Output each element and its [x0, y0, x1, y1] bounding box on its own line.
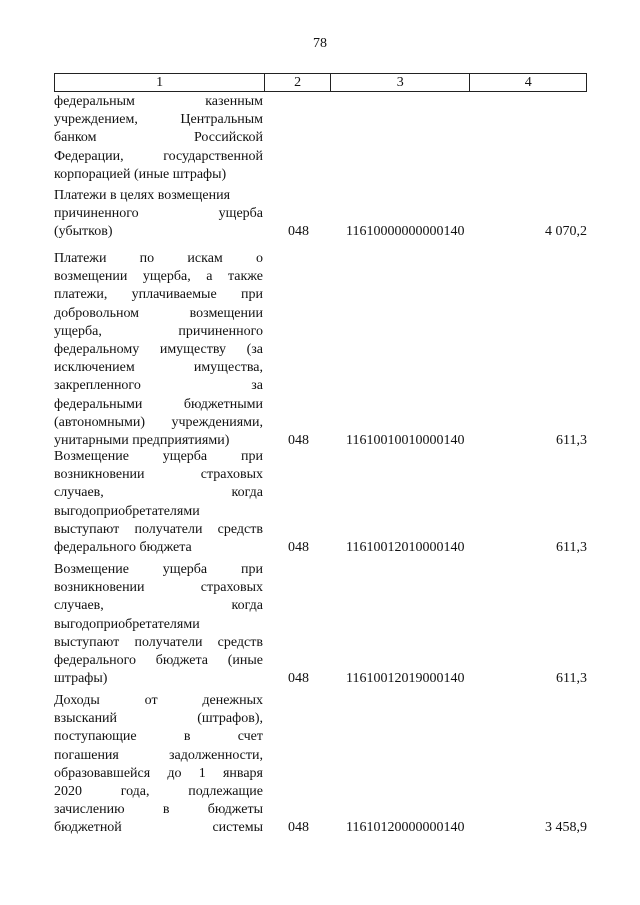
row-description	[54, 250, 263, 450]
desc-line: федеральным казенным	[54, 94, 263, 109]
desc-line: взысканий (штрафов),	[54, 711, 263, 727]
desc-line: федерального бюджета (иные	[54, 653, 263, 669]
row-kbk: 11610012010000140	[346, 540, 465, 556]
table-row	[54, 250, 587, 450]
desc-line: случаев, когда	[54, 485, 263, 501]
desc-line: (автономными) учреждениями,	[54, 414, 263, 430]
desc-line: унитарными предприятиями)	[54, 433, 230, 449]
row-kbk: 11610010010000140	[346, 433, 465, 449]
header-col-1: 1	[55, 74, 265, 91]
header-col-2: 2	[265, 74, 331, 91]
row-kbk: 11610000000000140	[346, 224, 465, 240]
desc-line: бюджетной системы	[54, 820, 263, 836]
desc-line: Доходы от денежных	[54, 693, 263, 708]
desc-line: федерального бюджета	[54, 540, 192, 556]
desc-line: Платежи по искам о	[54, 251, 263, 266]
desc-line: платежи, уплачиваемые при	[54, 287, 263, 303]
desc-line: Федерации, государственной	[54, 148, 263, 164]
desc-line: случаев, когда	[54, 598, 263, 614]
table-row	[54, 561, 587, 688]
row-code: 048	[288, 820, 309, 836]
desc-line: (убытков)	[54, 224, 113, 240]
header-col-4: 4	[524, 75, 532, 90]
desc-line: ущерба, причиненного	[54, 323, 263, 339]
row-sum: 3 458,9	[545, 820, 587, 836]
desc-line: Платежи в целях возмещения	[54, 188, 231, 203]
desc-line: штрафы)	[54, 671, 108, 687]
row-kbk: 11610012019000140	[346, 671, 465, 687]
header-col-3: 3	[331, 74, 470, 91]
desc-line: исключением имущества,	[54, 360, 263, 376]
desc-line: банком Российской	[54, 130, 263, 146]
desc-line: федеральному имуществу (за	[54, 342, 263, 358]
desc-line: погашения задолженности,	[54, 747, 263, 763]
desc-line: причиненного ущерба	[54, 206, 263, 222]
table-row	[54, 692, 587, 838]
desc-line: 2020 года, подлежащие	[54, 784, 263, 800]
row-code: 048	[288, 540, 309, 556]
row-description	[54, 692, 263, 838]
desc-line: выступают получатели средств	[54, 634, 263, 650]
row-description	[54, 448, 263, 557]
desc-line: корпорацией (иные штрафы)	[54, 166, 227, 182]
desc-line: выгодоприобретателями	[54, 503, 200, 519]
row-sum: 611,3	[556, 433, 587, 449]
desc-line: учреждением, Центральным	[54, 112, 263, 128]
desc-line: Возмещение ущерба при	[54, 449, 263, 464]
desc-line: поступающие в счет	[54, 729, 263, 745]
desc-line: возникновении страховых	[54, 580, 263, 596]
desc-line: федеральными бюджетными	[54, 396, 263, 412]
desc-line: зачислению в бюджеты	[54, 802, 263, 818]
table-row	[54, 448, 587, 557]
row-description	[54, 187, 263, 242]
desc-line: добровольном возмещении	[54, 305, 263, 321]
desc-line: выступают получатели средств	[54, 521, 263, 537]
table-row	[54, 187, 587, 242]
row-sum: 611,3	[556, 540, 587, 556]
row-sum: 611,3	[556, 671, 587, 687]
table-row	[54, 93, 587, 184]
row-description	[54, 93, 263, 184]
row-sum: 4 070,2	[545, 224, 587, 240]
row-kbk: 11610120000000140	[346, 820, 465, 836]
desc-line: Возмещение ущерба при	[54, 562, 263, 577]
page-number: 78	[313, 36, 327, 51]
row-description	[54, 561, 263, 688]
row-code: 048	[288, 224, 309, 240]
row-code: 048	[288, 433, 309, 449]
table-header	[54, 73, 587, 92]
desc-line: возникновении страховых	[54, 467, 263, 483]
desc-line: образовавшейся до 1 января	[54, 765, 263, 781]
row-code: 048	[288, 671, 309, 687]
desc-line: возмещении ущерба, а также	[54, 269, 263, 285]
desc-line: выгодоприобретателями	[54, 616, 200, 632]
desc-line: закрепленного за	[54, 378, 263, 394]
